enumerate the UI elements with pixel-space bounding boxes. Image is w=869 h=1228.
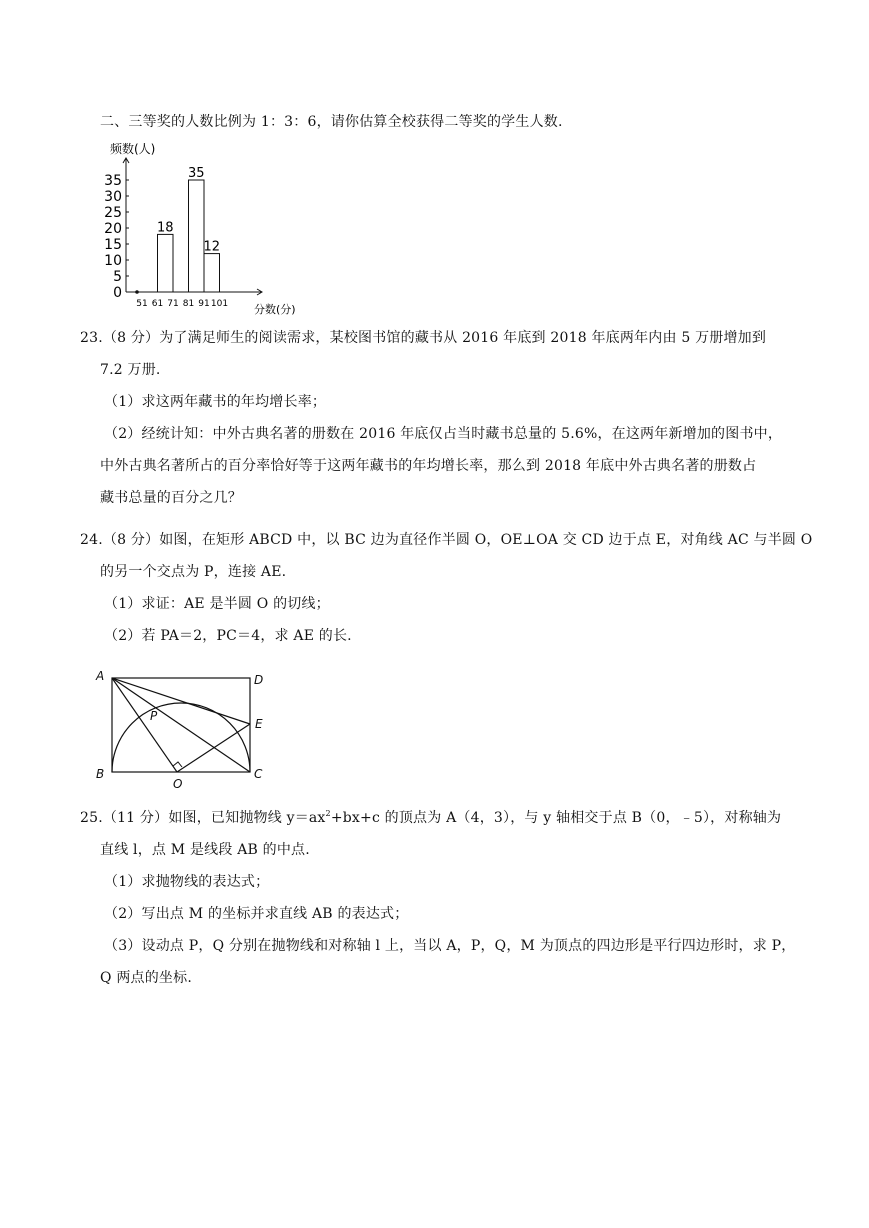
q25-part3-b: Q 两点的坐标.	[100, 970, 192, 986]
x-tick-label: 51	[136, 299, 148, 309]
y-axis-label: 频数(人)	[110, 142, 156, 156]
y-tick-label: 0	[113, 285, 122, 301]
y-tick-label: 25	[104, 205, 122, 221]
q23-part2-c: 藏书总量的百分之几？	[100, 490, 242, 506]
label-a: A	[96, 669, 105, 683]
q23-part2-a: （2）经统计知：中外古典名著的册数在 2016 年底仅占当时藏书总量的 5.6%，在这两年新增加的图书中，	[104, 426, 783, 442]
bar-value-label: 12	[203, 239, 221, 255]
q24-line2: 的另一个交点为 P，连接 AE.	[100, 564, 287, 580]
histogram-bar	[158, 234, 174, 292]
q24-line1: 24.（8 分）如图，在矩形 ABCD 中，以 BC 边为直径作半圆 O，OE⊥OA 交 CD 边于点 E，对角线 AC 与半圆 O	[80, 532, 813, 548]
segment-ao	[112, 678, 177, 772]
chart-axes	[104, 158, 262, 309]
x-tick-label: 91	[198, 299, 210, 309]
diagonal-ac	[112, 678, 250, 772]
histogram-bar	[204, 254, 220, 292]
right-angle-mark	[173, 762, 182, 767]
segment-ae	[112, 678, 250, 724]
x-tick-label: 81	[182, 299, 195, 309]
histogram-chart	[104, 140, 314, 320]
q23-part1: （1）求这两年藏书的年均增长率；	[104, 394, 327, 410]
label-b: B	[96, 767, 105, 781]
q22-text: 二、三等奖的人数比例为 1：3：6，请你估算全校获得二等奖的学生人数.	[100, 114, 563, 130]
q25-line1: 25.（11 分）如图，已知抛物线 $y=ax^2+bx+c$ 的顶点为 A（4，3），与 y 轴相交于点 B（0，﹣5），对称轴为	[80, 809, 782, 826]
q23-line1: 23.（8 分）为了满足师生的阅读需求，某校图书馆的藏书从 2016 年底到 2018 年底两年内由 5 万册增加到	[80, 330, 767, 346]
y-tick-label: 5	[113, 269, 122, 285]
label-c: C	[254, 767, 263, 781]
x-tick-label: 71	[167, 299, 179, 309]
y-tick-label: 30	[104, 189, 122, 205]
x-axis-label: 分数(分)	[254, 303, 296, 316]
label-e: E	[255, 717, 263, 731]
label-d: D	[254, 673, 264, 687]
q25-part2: （2）写出点 M 的坐标并求直线 AB 的表达式；	[104, 906, 409, 922]
geometry-figure	[92, 668, 272, 793]
q23-line2: 7.2 万册.	[100, 362, 161, 378]
bar-value-label: 35	[187, 166, 205, 181]
x-tick-label: 101	[210, 299, 229, 309]
y-tick-label: 20	[104, 221, 122, 237]
axis-break-dot	[135, 290, 139, 294]
x-tick-label: 61	[151, 299, 164, 309]
q24-part1: （1）求证：AE 是半圆 O 的切线；	[104, 596, 330, 612]
q24-part2: （2）若 PA＝2，PC＝4，求 AE 的长.	[104, 628, 352, 644]
y-tick-label: 10	[104, 253, 122, 269]
q25-line2: 直线 l，点 M 是线段 AB 的中点.	[100, 842, 310, 858]
y-tick-label: 35	[104, 173, 122, 189]
q25-part3-a: （3）设动点 P，Q 分别在抛物线和对称轴 l 上，当以 A，P，Q，M 为顶点的四边形是平行四边形时，求 P，	[104, 938, 796, 954]
y-tick-label: 15	[104, 237, 122, 253]
q23-part2-b: 中外古典名著所占的百分率恰好等于这两年藏书的年均增长率，那么到 2018 年底中外古典名著的册数占	[100, 458, 757, 474]
chart-bars	[157, 166, 220, 292]
bar-value-label: 18	[156, 220, 174, 236]
label-o: O	[173, 777, 183, 791]
histogram-bar	[189, 180, 205, 292]
q25-part1: （1）求抛物线的表达式；	[104, 874, 270, 890]
label-p: P	[150, 709, 158, 723]
